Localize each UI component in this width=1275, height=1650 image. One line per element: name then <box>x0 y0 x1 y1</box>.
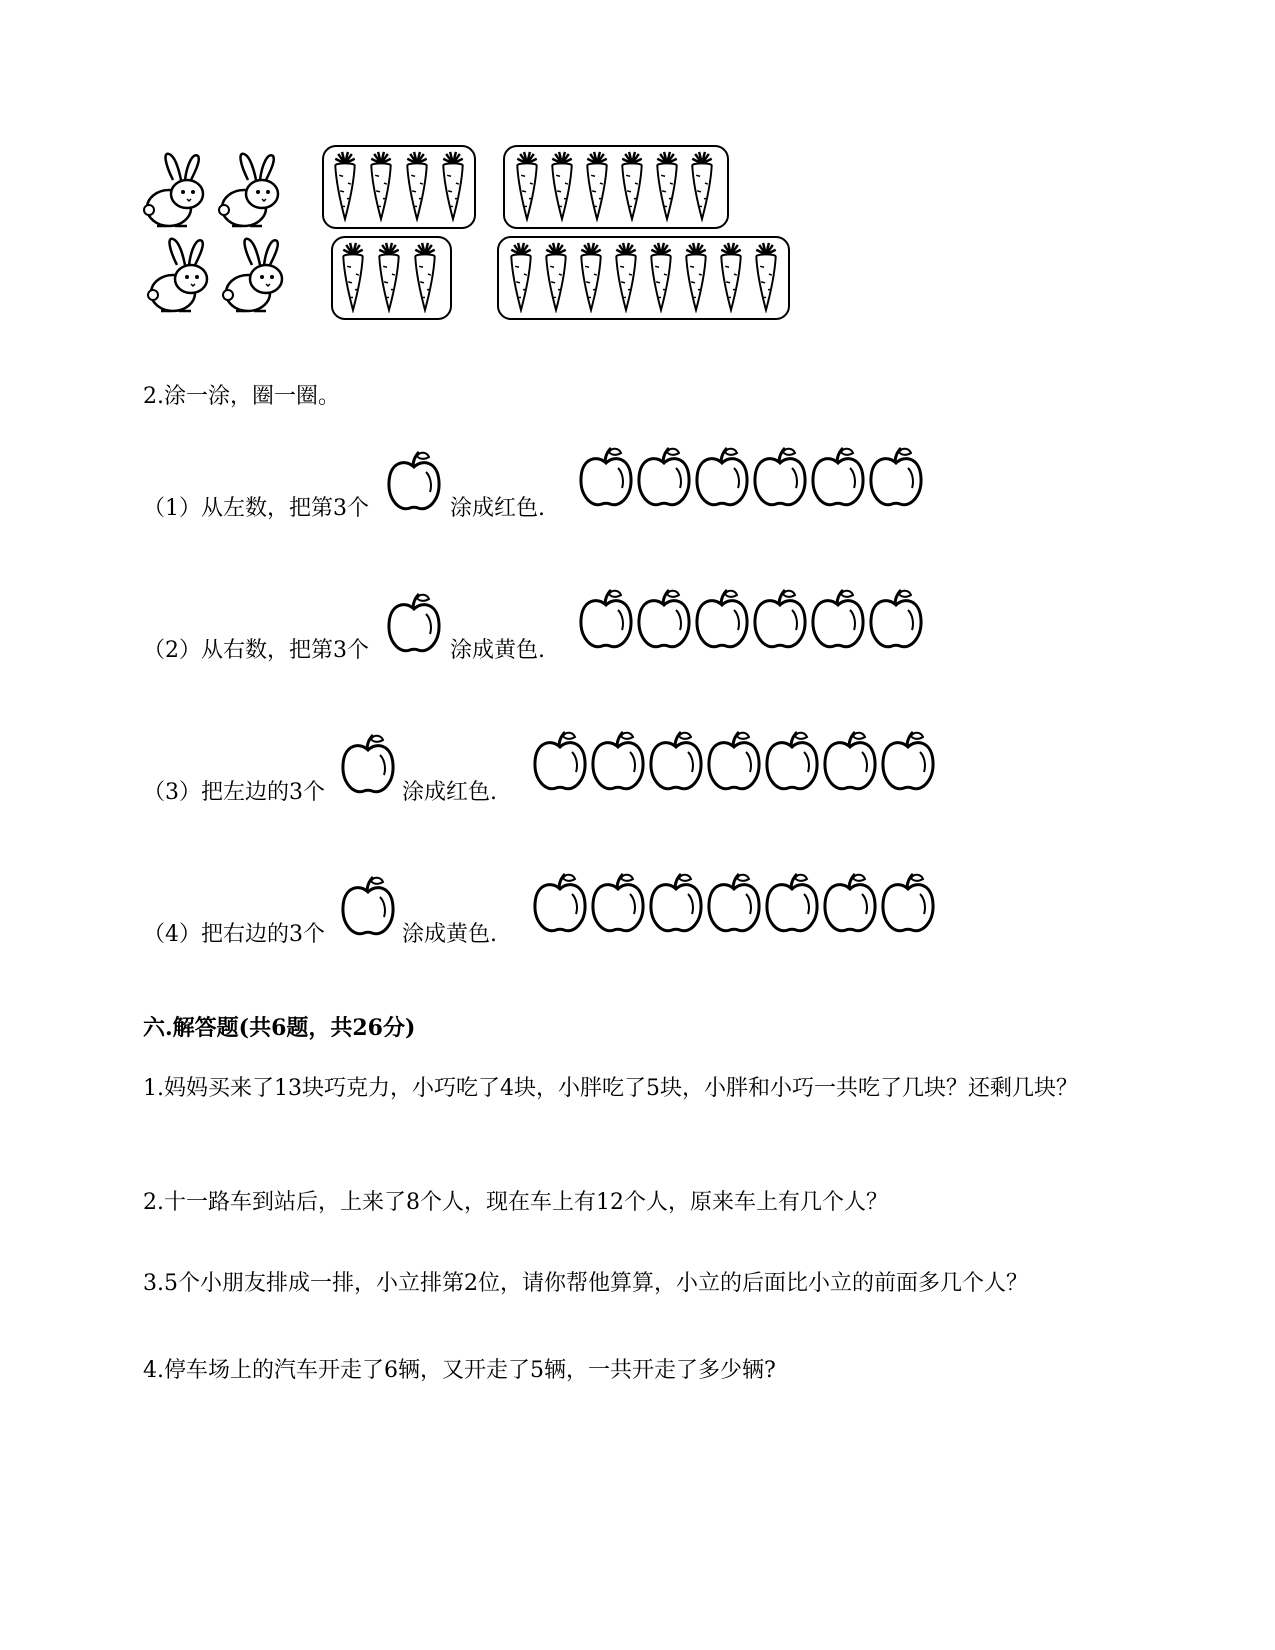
carrot-icon <box>652 150 682 222</box>
question-4: 4.停车场上的汽车开走了6辆，又开走了5辆，一共开走了多少辆? <box>143 1358 776 1383</box>
apple-row <box>578 588 924 652</box>
apple-icon <box>532 872 588 936</box>
apple-icon <box>636 446 692 510</box>
carrot-icon <box>687 150 717 222</box>
apple-icon <box>752 446 808 510</box>
item-suffix: 涂成红色. <box>402 780 497 805</box>
apple-icon <box>532 730 588 794</box>
carrot-icon <box>338 241 368 313</box>
carrot-icon <box>506 241 536 313</box>
rabbit-icon <box>222 237 292 317</box>
item-suffix: 涂成红色. <box>450 496 545 521</box>
carrot-icon <box>576 241 606 313</box>
apple-icon <box>340 875 396 939</box>
section-heading-color: 2.涂一涂，圈一圈。 <box>143 384 340 409</box>
carrot-icon <box>716 241 746 313</box>
item-prefix: （3）把左边的3个 <box>143 780 325 805</box>
apple-icon <box>340 733 396 797</box>
apple-icon <box>578 446 634 510</box>
rabbit-icon <box>218 152 288 232</box>
apple-icon <box>706 730 762 794</box>
apple-icon <box>880 730 936 794</box>
question-2: 2.十一路车到站后，上来了8个人，现在车上有12个人，原来车上有几个人？ <box>143 1190 888 1215</box>
apple-icon <box>590 730 646 794</box>
carrot-row-2b <box>506 241 781 315</box>
apple-icon <box>706 872 762 936</box>
carrot-icon <box>410 241 440 313</box>
carrot-icon <box>646 241 676 313</box>
carrot-row-1a <box>330 150 468 224</box>
apple-icon <box>578 588 634 652</box>
carrot-icon <box>582 150 612 222</box>
carrot-icon <box>374 241 404 313</box>
carrot-icon <box>402 150 432 222</box>
carrot-icon <box>611 241 641 313</box>
apple-icon <box>810 588 866 652</box>
apple-icon <box>764 730 820 794</box>
apple-icon <box>636 588 692 652</box>
apple-icon <box>648 872 704 936</box>
carrot-icon <box>366 150 396 222</box>
carrot-icon <box>547 150 577 222</box>
item-suffix: 涂成黄色. <box>402 922 497 947</box>
apple-icon <box>764 872 820 936</box>
apple-icon <box>822 730 878 794</box>
apple-icon <box>752 588 808 652</box>
rabbit-icon <box>143 152 213 232</box>
carrot-icon <box>617 150 647 222</box>
apple-icon <box>868 446 924 510</box>
question-3: 3.5个小朋友排成一排，小立排第2位，请你帮他算算，小立的后面比小立的前面多几个人？ <box>143 1271 1028 1296</box>
apple-icon <box>386 592 442 656</box>
apple-icon <box>810 446 866 510</box>
apple-icon <box>386 450 442 514</box>
apple-icon <box>590 872 646 936</box>
carrot-row-2a <box>338 241 440 315</box>
apple-icon <box>880 872 936 936</box>
carrot-icon <box>438 150 468 222</box>
carrot-icon <box>681 241 711 313</box>
apple-icon <box>822 872 878 936</box>
carrot-icon <box>330 150 360 222</box>
apple-icon <box>868 588 924 652</box>
apple-row <box>532 730 936 794</box>
item-prefix: （4）把右边的3个 <box>143 922 325 947</box>
apple-icon <box>694 446 750 510</box>
item-prefix: （1）从左数，把第3个 <box>143 496 369 521</box>
apple-icon <box>694 588 750 652</box>
rabbit-icon <box>147 237 217 317</box>
carrot-icon <box>512 150 542 222</box>
apple-icon <box>648 730 704 794</box>
carrot-row-1b <box>512 150 717 224</box>
apple-row <box>578 446 924 510</box>
carrot-icon <box>751 241 781 313</box>
carrot-icon <box>541 241 571 313</box>
apple-row <box>532 872 936 936</box>
item-prefix: （2）从右数，把第3个 <box>143 638 369 663</box>
section-heading-problems: 六.解答题(共6题，共26分) <box>143 1015 416 1041</box>
question-1: 1.妈妈买来了13块巧克力，小巧吃了4块，小胖吃了5块，小胖和小巧一共吃了几块？还剩几块？ <box>143 1076 1078 1101</box>
item-suffix: 涂成黄色. <box>450 638 545 663</box>
